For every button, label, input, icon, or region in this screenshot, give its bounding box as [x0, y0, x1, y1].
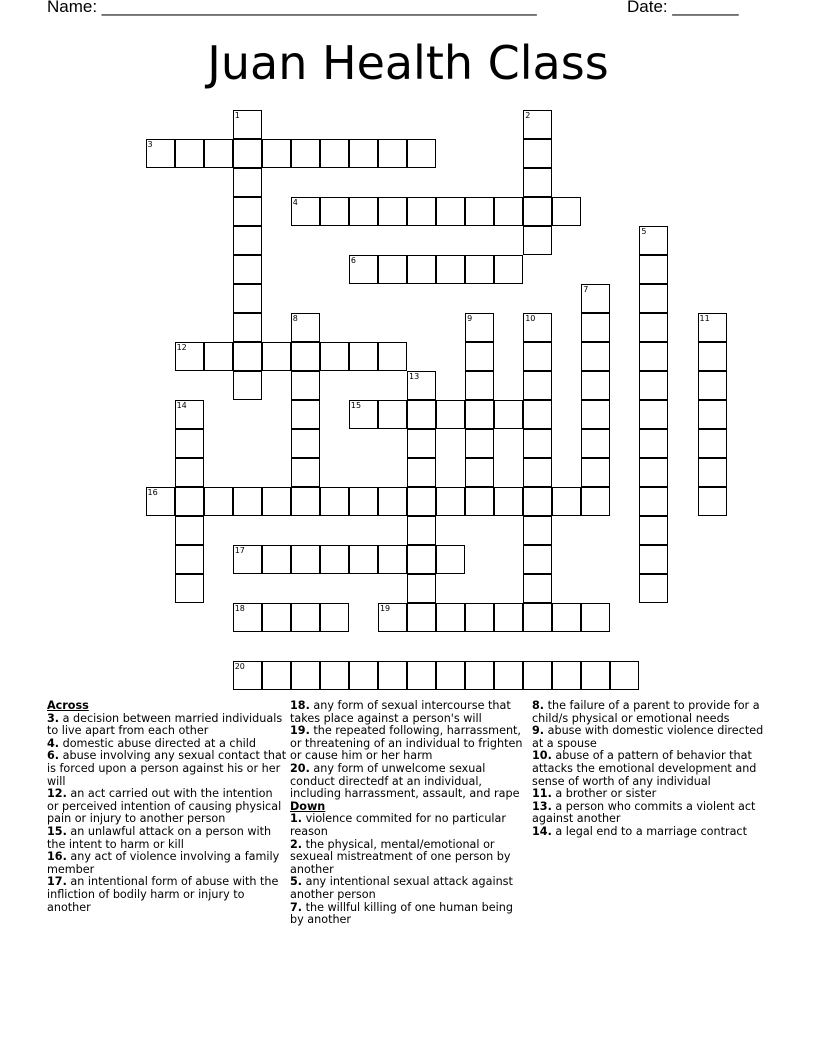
crossword-cell[interactable] — [291, 661, 320, 690]
crossword-cell[interactable] — [523, 603, 552, 632]
cell-number: 14 — [176, 401, 187, 410]
clue-text: a person who commits a violent act against another — [532, 799, 756, 826]
crossword-cell[interactable] — [639, 371, 668, 400]
crossword-cell[interactable] — [523, 400, 552, 429]
crossword-cell[interactable] — [378, 545, 407, 574]
crossword-cell[interactable] — [552, 487, 581, 516]
crossword-cell[interactable] — [523, 458, 552, 487]
crossword-cell[interactable] — [262, 603, 291, 632]
cell-number: 6 — [350, 255, 356, 265]
date-field-label: Date: _______ — [627, 0, 739, 16]
crossword-cell[interactable] — [698, 487, 727, 516]
crossword-cell[interactable] — [581, 342, 610, 371]
clue-text: a legal end to a marriage contract — [555, 824, 747, 838]
crossword-cell[interactable] — [407, 139, 436, 168]
crossword-cell[interactable] — [581, 371, 610, 400]
crossword-cell[interactable] — [639, 487, 668, 516]
crossword-cell[interactable] — [204, 139, 233, 168]
crossword-cell[interactable] — [349, 197, 378, 226]
crossword-cell[interactable] — [175, 400, 204, 429]
crossword-cell[interactable] — [698, 400, 727, 429]
crossword-cell[interactable] — [639, 516, 668, 545]
crossword-cell[interactable] — [639, 313, 668, 342]
crossword-cell[interactable] — [320, 487, 349, 516]
crossword-cell[interactable] — [465, 603, 494, 632]
crossword-cell[interactable] — [436, 197, 465, 226]
crossword-cell[interactable] — [378, 139, 407, 168]
clue-number: 14. — [532, 824, 552, 838]
crossword-cell[interactable] — [465, 313, 494, 342]
crossword-cell[interactable] — [233, 110, 262, 139]
crossword-cell[interactable] — [291, 458, 320, 487]
crossword-cell[interactable] — [349, 400, 378, 429]
clue-text: a brother or sister — [555, 787, 657, 801]
crossword-cell[interactable] — [581, 400, 610, 429]
crossword-cell[interactable] — [320, 139, 349, 168]
crossword-cell[interactable] — [233, 342, 262, 371]
crossword-cell[interactable] — [523, 487, 552, 516]
clue-number: 3. — [47, 711, 60, 725]
crossword-cell[interactable] — [262, 342, 291, 371]
crossword-cell[interactable] — [233, 371, 262, 400]
across-clue — [47, 713, 287, 738]
clue-number: 10. — [532, 749, 552, 763]
crossword-cell[interactable] — [639, 458, 668, 487]
clue-text: violence commited for no particular reason — [290, 812, 506, 838]
crossword-cell[interactable] — [378, 255, 407, 284]
across-clue — [47, 788, 287, 826]
clues-column-3 — [532, 700, 772, 839]
crossword-cell[interactable] — [407, 197, 436, 226]
clue-text: any act of violence involving a family member — [47, 850, 280, 876]
clue-number: 5. — [290, 875, 303, 889]
crossword-cell[interactable] — [523, 197, 552, 226]
clue-number: 8. — [532, 699, 545, 712]
across-clue — [290, 725, 530, 763]
crossword-cell[interactable] — [349, 139, 378, 168]
crossword-cell[interactable] — [291, 400, 320, 429]
crossword-cell[interactable] — [698, 429, 727, 458]
clue-number: 19. — [290, 724, 310, 738]
cell-number: 20 — [234, 662, 245, 672]
crossword-cell[interactable] — [436, 603, 465, 632]
crossword-cell[interactable] — [204, 342, 233, 371]
crossword-cell[interactable] — [233, 487, 262, 516]
clue-text: the failure of a parent to provide for a child/s physical or emotional needs — [532, 699, 760, 725]
cell-number: 5 — [641, 226, 647, 236]
cell-number: 1 — [234, 110, 240, 120]
crossword-cell[interactable] — [291, 603, 320, 632]
crossword-cell[interactable] — [291, 371, 320, 400]
crossword-cell[interactable] — [494, 603, 523, 632]
crossword-cell[interactable] — [407, 255, 436, 284]
crossword-cell[interactable] — [175, 487, 204, 516]
clue-text: any intentional sexual attack against another person — [290, 875, 513, 901]
crossword-cell[interactable] — [175, 545, 204, 574]
clue-number: 20. — [290, 761, 310, 775]
crossword-cell[interactable] — [523, 516, 552, 545]
clue-text: abuse with domestic violence directed at a spouse — [532, 724, 764, 750]
crossword-cell[interactable] — [552, 603, 581, 632]
crossword-cell[interactable] — [523, 226, 552, 255]
crossword-cell[interactable] — [349, 545, 378, 574]
crossword-cell[interactable] — [552, 661, 581, 690]
crossword-cell[interactable] — [523, 545, 552, 574]
across-clue — [47, 876, 287, 914]
crossword-cell[interactable] — [233, 255, 262, 284]
crossword-cell[interactable] — [146, 487, 175, 516]
crossword-cell[interactable] — [233, 284, 262, 313]
crossword-cell[interactable] — [465, 400, 494, 429]
cell-number: 19 — [379, 604, 391, 614]
crossword-cell[interactable] — [349, 342, 378, 371]
crossword-cell[interactable] — [378, 197, 407, 226]
crossword-cell[interactable] — [465, 487, 494, 516]
crossword-cell[interactable] — [378, 400, 407, 429]
clue-text: any form of sexual intercourse that takes place against a person's will — [290, 699, 511, 725]
crossword-cell[interactable] — [581, 284, 610, 313]
down-clue — [290, 839, 530, 877]
clue-number: 18. — [290, 699, 310, 712]
clue-number: 4. — [47, 736, 60, 750]
crossword-cell[interactable] — [291, 487, 320, 516]
clue-number: 16. — [47, 850, 67, 864]
crossword-cell[interactable] — [581, 313, 610, 342]
crossword-cell[interactable] — [698, 371, 727, 400]
crossword-cell[interactable] — [378, 603, 407, 632]
clue-text: an unlawful attack on a person with the intent to harm or kill — [47, 824, 272, 851]
clue-number: 6. — [47, 749, 60, 763]
crossword-cell[interactable] — [291, 545, 320, 574]
crossword-cell[interactable] — [233, 197, 262, 226]
crossword-cell[interactable] — [581, 661, 610, 690]
crossword-cell[interactable] — [639, 226, 668, 255]
crossword-cell[interactable] — [407, 429, 436, 458]
crossword-cell[interactable] — [320, 342, 349, 371]
cell-number: 4 — [292, 197, 298, 207]
crossword-cell[interactable] — [407, 400, 436, 429]
clue-text: a decision between married individuals to live apart from each other — [47, 711, 283, 738]
crossword-cell[interactable] — [610, 661, 639, 690]
crossword-cell[interactable] — [494, 197, 523, 226]
crossword-cell[interactable] — [175, 574, 204, 603]
crossword-cell[interactable] — [233, 226, 262, 255]
crossword-cell[interactable] — [465, 255, 494, 284]
crossword-cell[interactable] — [465, 342, 494, 371]
crossword-cell[interactable] — [320, 661, 349, 690]
across-clue — [47, 750, 287, 788]
down-clue — [290, 813, 530, 838]
crossword-cell[interactable] — [262, 487, 291, 516]
crossword-cell[interactable] — [523, 139, 552, 168]
crossword-cell[interactable] — [639, 545, 668, 574]
across-heading: Across — [47, 699, 89, 712]
crossword-cell[interactable] — [581, 458, 610, 487]
crossword-cell[interactable] — [407, 574, 436, 603]
crossword-cell[interactable] — [639, 400, 668, 429]
crossword-cell[interactable] — [349, 661, 378, 690]
crossword-cell[interactable] — [639, 429, 668, 458]
crossword-cell[interactable] — [146, 139, 175, 168]
crossword-cell[interactable] — [407, 371, 436, 400]
clue-number: 11. — [532, 787, 552, 801]
crossword-cell[interactable] — [291, 313, 320, 342]
clue-number: 17. — [47, 875, 67, 889]
down-clue — [532, 826, 772, 839]
crossword-cell[interactable] — [494, 487, 523, 516]
down-clue — [290, 902, 530, 927]
crossword-cell[interactable] — [494, 400, 523, 429]
cell-number: 17 — [234, 546, 245, 556]
crossword-cell[interactable] — [639, 284, 668, 313]
clue-text: an intentional form of abuse with the infliction of bodily harm or injury to another — [47, 875, 279, 914]
crossword-cell[interactable] — [523, 574, 552, 603]
crossword-cell[interactable] — [233, 139, 262, 168]
cell-number: 12 — [176, 342, 187, 352]
clue-text: the repeated following, harrassment, or threatening of an individual to frighten or cause him or her harm — [290, 724, 523, 763]
crossword-cell[interactable] — [494, 255, 523, 284]
crossword-cell[interactable] — [175, 458, 204, 487]
crossword-cell[interactable] — [204, 487, 233, 516]
clue-number: 13. — [532, 799, 552, 813]
clue-text: domestic abuse directed at a child — [62, 736, 256, 750]
cell-number: 11 — [699, 313, 710, 323]
cell-number: 13 — [409, 371, 420, 381]
crossword-cell[interactable] — [320, 545, 349, 574]
clue-text: any form of unwelcome sexual conduct directedf at an individual, including harrassment, assault, and rape — [290, 761, 520, 801]
crossword-cell[interactable] — [523, 342, 552, 371]
clue-number: 12. — [47, 787, 67, 801]
cell-number: 3 — [147, 139, 153, 149]
crossword-cell[interactable] — [320, 197, 349, 226]
crossword-cell[interactable] — [407, 603, 436, 632]
name-field-label: Name: ______________________________________________ — [47, 0, 537, 16]
clues-column-1 — [47, 700, 287, 914]
clue-number: 15. — [47, 824, 67, 838]
crossword-cell[interactable] — [378, 342, 407, 371]
cell-number: 16 — [147, 488, 158, 498]
down-clue — [532, 700, 772, 725]
crossword-cell[interactable] — [436, 400, 465, 429]
crossword-cell[interactable] — [175, 139, 204, 168]
clues-column-2 — [290, 700, 530, 927]
crossword-cell[interactable] — [581, 429, 610, 458]
crossword-cell[interactable] — [407, 545, 436, 574]
across-clue — [290, 763, 530, 801]
crossword-cell[interactable] — [523, 429, 552, 458]
crossword-cell[interactable] — [262, 545, 291, 574]
crossword-cell[interactable] — [291, 197, 320, 226]
crossword-cell[interactable] — [175, 342, 204, 371]
crossword-cell[interactable] — [349, 487, 378, 516]
crossword-cell[interactable] — [175, 516, 204, 545]
crossword-cell[interactable] — [581, 487, 610, 516]
crossword-cell[interactable] — [349, 255, 378, 284]
crossword-cell[interactable] — [523, 313, 552, 342]
crossword-cell[interactable] — [639, 255, 668, 284]
crossword-cell[interactable] — [698, 313, 727, 342]
crossword-cell[interactable] — [465, 429, 494, 458]
page-title: Juan Health Class — [207, 36, 609, 90]
clue-text: the physical, mental/emotional or sexueal mistreatment of one person by another — [290, 837, 511, 876]
crossword-cell[interactable] — [233, 545, 262, 574]
crossword-cell[interactable] — [407, 487, 436, 516]
down-clue — [532, 750, 772, 788]
crossword-cell[interactable] — [436, 545, 465, 574]
down-clue — [290, 876, 530, 901]
crossword-cell[interactable] — [698, 342, 727, 371]
crossword-cell[interactable] — [494, 661, 523, 690]
crossword-cell[interactable] — [320, 603, 349, 632]
clue-number: 9. — [532, 724, 545, 738]
clue-text: abuse involving any sexual contact that is forced upon a person against his or her will — [47, 749, 287, 788]
down-clue — [532, 801, 772, 826]
cell-number: 9 — [467, 313, 473, 323]
cell-number: 2 — [525, 110, 531, 120]
cell-number: 8 — [292, 313, 298, 323]
crossword-cell[interactable] — [407, 661, 436, 690]
clue-number: 7. — [290, 900, 303, 914]
crossword-cell[interactable] — [262, 661, 291, 690]
crossword-cell[interactable] — [523, 168, 552, 197]
crossword-cell[interactable] — [378, 661, 407, 690]
crossword-cell[interactable] — [465, 458, 494, 487]
crossword-cell[interactable] — [262, 139, 291, 168]
crossword-cell[interactable] — [552, 197, 581, 226]
crossword-cell[interactable] — [436, 255, 465, 284]
crossword-cell[interactable] — [407, 516, 436, 545]
cell-number: 10 — [525, 313, 536, 323]
cell-number: 15 — [350, 401, 362, 410]
crossword-cell[interactable] — [378, 487, 407, 516]
crossword-cell[interactable] — [175, 429, 204, 458]
crossword-cell[interactable] — [436, 487, 465, 516]
crossword-cell[interactable] — [233, 603, 262, 632]
crossword-cell[interactable] — [233, 168, 262, 197]
crossword-cell[interactable] — [233, 313, 262, 342]
crossword-cell[interactable] — [523, 371, 552, 400]
crossword-cell[interactable] — [581, 603, 610, 632]
across-clue — [47, 851, 287, 876]
across-clue — [290, 700, 530, 725]
down-clue — [532, 725, 772, 750]
down-heading: Down — [290, 799, 326, 813]
crossword-cell[interactable] — [465, 371, 494, 400]
across-clue — [47, 826, 287, 851]
crossword-cell[interactable] — [523, 110, 552, 139]
clue-number: 1. — [290, 812, 303, 826]
clue-text: an act carried out with the intention or perceived intention of causing physical pain or injury to another person — [47, 787, 282, 826]
crossword-cell[interactable] — [291, 139, 320, 168]
crossword-cell[interactable] — [523, 661, 552, 690]
clue-number: 2. — [290, 837, 303, 851]
crossword-cell[interactable] — [233, 661, 262, 690]
crossword-cell[interactable] — [465, 197, 494, 226]
crossword-cell[interactable] — [291, 342, 320, 371]
clue-text: the willful killing of one human being by another — [290, 900, 513, 927]
crossword-cell[interactable] — [291, 429, 320, 458]
cell-number: 7 — [583, 284, 589, 294]
cell-number: 18 — [234, 604, 245, 614]
crossword-cell[interactable] — [639, 574, 668, 603]
crossword-cell[interactable] — [407, 458, 436, 487]
crossword-cell[interactable] — [698, 458, 727, 487]
crossword-cell[interactable] — [436, 661, 465, 690]
crossword-cell[interactable] — [465, 661, 494, 690]
clue-text: abuse of a pattern of behavior that attacks the emotional development and sense of worth of any individual — [532, 749, 757, 788]
crossword-cell[interactable] — [639, 342, 668, 371]
